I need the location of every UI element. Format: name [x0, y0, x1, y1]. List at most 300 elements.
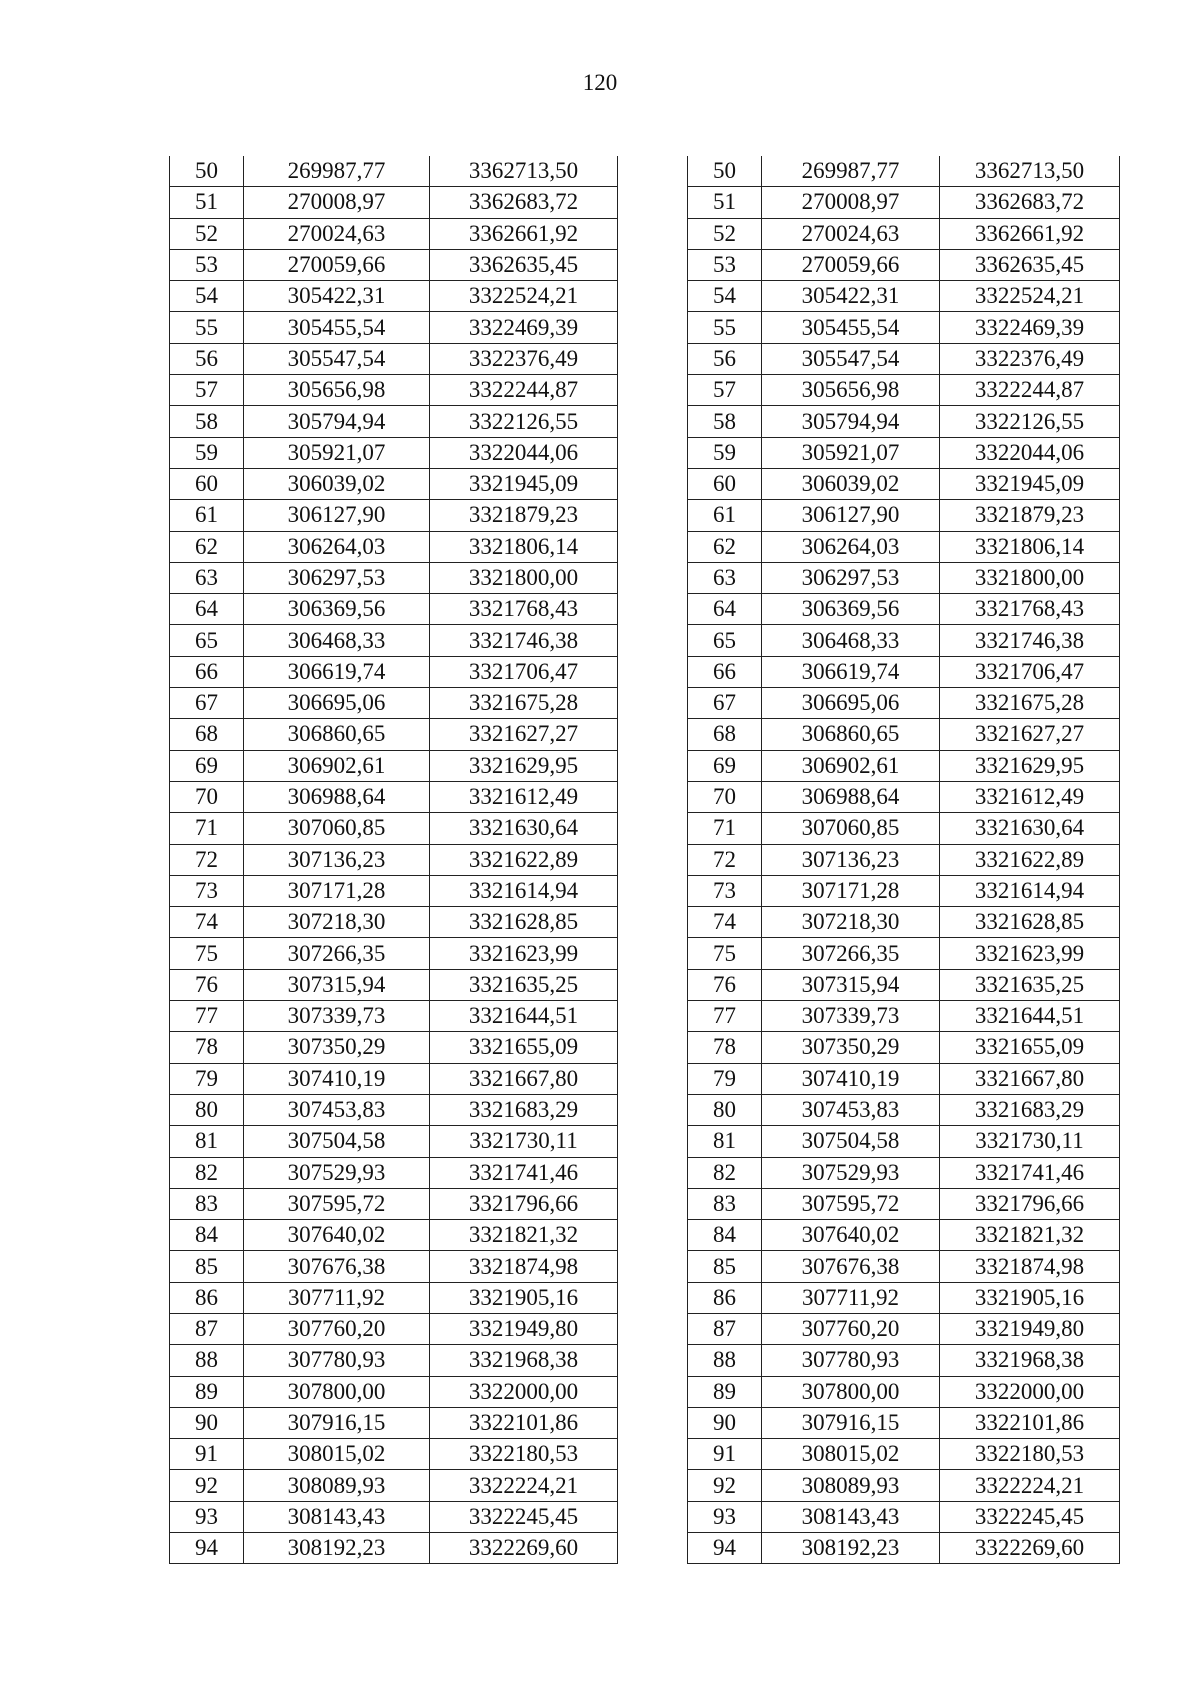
table-row	[170, 218, 618, 249]
x-coordinate-cell: 307060,85	[244, 813, 430, 844]
point-number-cell: 65	[688, 625, 762, 656]
x-coordinate-cell: 306695,06	[762, 688, 940, 719]
y-coordinate-cell: 3321675,28	[940, 688, 1120, 719]
table-row	[688, 218, 1120, 249]
table-row	[688, 249, 1120, 280]
x-coordinate-cell: 307218,30	[762, 907, 940, 938]
table-row	[688, 781, 1120, 812]
point-number-cell: 69	[688, 750, 762, 781]
point-number-cell: 79	[170, 1063, 244, 1094]
point-number-cell: 68	[170, 719, 244, 750]
point-number-cell: 57	[170, 375, 244, 406]
coordinates-table-left	[169, 156, 618, 1564]
point-number-cell: 56	[688, 343, 762, 374]
table-row	[688, 594, 1120, 625]
y-coordinate-cell: 3362661,92	[940, 218, 1120, 249]
point-number-cell: 91	[688, 1439, 762, 1470]
table-row	[688, 938, 1120, 969]
table-row	[170, 1157, 618, 1188]
x-coordinate-cell: 306369,56	[244, 594, 430, 625]
table-row	[170, 1063, 618, 1094]
point-number-cell: 75	[170, 938, 244, 969]
x-coordinate-cell: 307760,20	[762, 1313, 940, 1344]
point-number-cell: 83	[170, 1188, 244, 1219]
point-number-cell: 72	[170, 844, 244, 875]
point-number-cell: 67	[688, 688, 762, 719]
point-number-cell: 85	[688, 1251, 762, 1282]
x-coordinate-cell: 307171,28	[244, 875, 430, 906]
y-coordinate-cell: 3321768,43	[940, 594, 1120, 625]
x-coordinate-cell: 270024,63	[244, 218, 430, 249]
y-coordinate-cell: 3321628,85	[430, 907, 618, 938]
table-row	[688, 719, 1120, 750]
y-coordinate-cell: 3321667,80	[940, 1063, 1120, 1094]
table-row	[170, 688, 618, 719]
x-coordinate-cell: 307339,73	[762, 1001, 940, 1032]
table-row	[688, 562, 1120, 593]
point-number-cell: 85	[170, 1251, 244, 1282]
x-coordinate-cell: 307410,19	[244, 1063, 430, 1094]
y-coordinate-cell: 3321949,80	[940, 1313, 1120, 1344]
y-coordinate-cell: 3321644,51	[430, 1001, 618, 1032]
x-coordinate-cell: 307640,02	[244, 1220, 430, 1251]
point-number-cell: 58	[170, 406, 244, 437]
table-row	[170, 281, 618, 312]
table-row	[170, 1313, 618, 1344]
y-coordinate-cell: 3321741,46	[940, 1157, 1120, 1188]
point-number-cell: 79	[688, 1063, 762, 1094]
y-coordinate-cell: 3321800,00	[940, 562, 1120, 593]
x-coordinate-cell: 269987,77	[244, 156, 430, 187]
table-row	[170, 1376, 618, 1407]
y-coordinate-cell: 3321706,47	[430, 656, 618, 687]
point-number-cell: 63	[688, 562, 762, 593]
y-coordinate-cell: 3321768,43	[430, 594, 618, 625]
x-coordinate-cell: 307800,00	[762, 1376, 940, 1407]
point-number-cell: 55	[688, 312, 762, 343]
table-row	[170, 187, 618, 218]
point-number-cell: 60	[688, 468, 762, 499]
x-coordinate-cell: 307800,00	[244, 1376, 430, 1407]
x-coordinate-cell: 307711,92	[762, 1282, 940, 1313]
point-number-cell: 71	[688, 813, 762, 844]
y-coordinate-cell: 3322269,60	[940, 1533, 1120, 1564]
y-coordinate-cell: 3321730,11	[940, 1126, 1120, 1157]
x-coordinate-cell: 305547,54	[762, 343, 940, 374]
y-coordinate-cell: 3321949,80	[430, 1313, 618, 1344]
x-coordinate-cell: 307529,93	[762, 1157, 940, 1188]
x-coordinate-cell: 305921,07	[762, 437, 940, 468]
y-coordinate-cell: 3322244,87	[940, 375, 1120, 406]
point-number-cell: 60	[170, 468, 244, 499]
table-row	[688, 1032, 1120, 1063]
table-row	[170, 375, 618, 406]
point-number-cell: 67	[170, 688, 244, 719]
x-coordinate-cell: 308192,23	[244, 1533, 430, 1564]
point-number-cell: 54	[688, 281, 762, 312]
coordinates-table-right	[687, 156, 1120, 1564]
x-coordinate-cell: 305422,31	[244, 281, 430, 312]
table-row	[170, 594, 618, 625]
point-number-cell: 69	[170, 750, 244, 781]
point-number-cell: 75	[688, 938, 762, 969]
x-coordinate-cell: 305794,94	[762, 406, 940, 437]
x-coordinate-cell: 307315,94	[244, 969, 430, 1000]
x-coordinate-cell: 307640,02	[762, 1220, 940, 1251]
y-coordinate-cell: 3321635,25	[430, 969, 618, 1000]
point-number-cell: 62	[170, 531, 244, 562]
point-number-cell: 78	[170, 1032, 244, 1063]
y-coordinate-cell: 3322245,45	[940, 1501, 1120, 1532]
y-coordinate-cell: 3321879,23	[940, 500, 1120, 531]
point-number-cell: 82	[688, 1157, 762, 1188]
point-number-cell: 88	[170, 1345, 244, 1376]
y-coordinate-cell: 3321683,29	[430, 1094, 618, 1125]
table-row	[688, 437, 1120, 468]
y-coordinate-cell: 3321630,64	[940, 813, 1120, 844]
y-coordinate-cell: 3321655,09	[430, 1032, 618, 1063]
y-coordinate-cell: 3321968,38	[430, 1345, 618, 1376]
point-number-cell: 90	[688, 1407, 762, 1438]
table-row	[688, 844, 1120, 875]
table-row	[688, 1313, 1120, 1344]
table-row	[170, 156, 618, 187]
table-row	[170, 562, 618, 593]
table-row	[170, 656, 618, 687]
point-number-cell: 74	[170, 907, 244, 938]
y-coordinate-cell: 3321796,66	[430, 1188, 618, 1219]
x-coordinate-cell: 305656,98	[244, 375, 430, 406]
point-number-cell: 76	[688, 969, 762, 1000]
y-coordinate-cell: 3322469,39	[430, 312, 618, 343]
point-number-cell: 56	[170, 343, 244, 374]
y-coordinate-cell: 3321821,32	[940, 1220, 1120, 1251]
table-row	[170, 1501, 618, 1532]
x-coordinate-cell: 307266,35	[762, 938, 940, 969]
x-coordinate-cell: 306297,53	[244, 562, 430, 593]
table-row	[170, 1220, 618, 1251]
x-coordinate-cell: 306695,06	[244, 688, 430, 719]
table-row	[688, 688, 1120, 719]
y-coordinate-cell: 3321746,38	[940, 625, 1120, 656]
table-row	[170, 1126, 618, 1157]
x-coordinate-cell: 305921,07	[244, 437, 430, 468]
x-coordinate-cell: 270008,97	[762, 187, 940, 218]
point-number-cell: 89	[688, 1376, 762, 1407]
y-coordinate-cell: 3321629,95	[940, 750, 1120, 781]
y-coordinate-cell: 3322000,00	[940, 1376, 1120, 1407]
y-coordinate-cell: 3321635,25	[940, 969, 1120, 1000]
x-coordinate-cell: 305794,94	[244, 406, 430, 437]
point-number-cell: 72	[688, 844, 762, 875]
x-coordinate-cell: 305455,54	[762, 312, 940, 343]
point-number-cell: 54	[170, 281, 244, 312]
point-number-cell: 65	[170, 625, 244, 656]
y-coordinate-cell: 3321746,38	[430, 625, 618, 656]
x-coordinate-cell: 307453,83	[244, 1094, 430, 1125]
x-coordinate-cell: 306988,64	[762, 781, 940, 812]
table-row	[688, 969, 1120, 1000]
point-number-cell: 73	[688, 875, 762, 906]
y-coordinate-cell: 3321874,98	[430, 1251, 618, 1282]
table-row	[170, 1282, 618, 1313]
table-row	[170, 1407, 618, 1438]
x-coordinate-cell: 306619,74	[244, 656, 430, 687]
point-number-cell: 66	[688, 656, 762, 687]
table-row	[688, 312, 1120, 343]
table-row	[170, 844, 618, 875]
y-coordinate-cell: 3322524,21	[430, 281, 618, 312]
table-row	[170, 875, 618, 906]
y-coordinate-cell: 3321675,28	[430, 688, 618, 719]
table-row	[688, 750, 1120, 781]
y-coordinate-cell: 3322101,86	[940, 1407, 1120, 1438]
table-row	[170, 1188, 618, 1219]
point-number-cell: 64	[170, 594, 244, 625]
table-row	[170, 1032, 618, 1063]
x-coordinate-cell: 307266,35	[244, 938, 430, 969]
table-row	[688, 1126, 1120, 1157]
point-number-cell: 88	[688, 1345, 762, 1376]
y-coordinate-cell: 3321667,80	[430, 1063, 618, 1094]
table-row	[170, 468, 618, 499]
table-row	[688, 1001, 1120, 1032]
table-row	[688, 406, 1120, 437]
x-coordinate-cell: 308089,93	[762, 1470, 940, 1501]
x-coordinate-cell: 306468,33	[762, 625, 940, 656]
table-row	[688, 1063, 1120, 1094]
y-coordinate-cell: 3362683,72	[940, 187, 1120, 218]
table-row	[688, 1094, 1120, 1125]
table-row	[170, 1470, 618, 1501]
point-number-cell: 94	[688, 1533, 762, 1564]
x-coordinate-cell: 308015,02	[762, 1439, 940, 1470]
table-row	[688, 531, 1120, 562]
point-number-cell: 61	[688, 500, 762, 531]
point-number-cell: 53	[170, 249, 244, 280]
y-coordinate-cell: 3321644,51	[940, 1001, 1120, 1032]
table-row	[688, 907, 1120, 938]
y-coordinate-cell: 3321623,99	[940, 938, 1120, 969]
y-coordinate-cell: 3322524,21	[940, 281, 1120, 312]
y-coordinate-cell: 3322126,55	[940, 406, 1120, 437]
y-coordinate-cell: 3321806,14	[940, 531, 1120, 562]
x-coordinate-cell: 306988,64	[244, 781, 430, 812]
x-coordinate-cell: 307676,38	[762, 1251, 940, 1282]
x-coordinate-cell: 307711,92	[244, 1282, 430, 1313]
point-number-cell: 81	[170, 1126, 244, 1157]
y-coordinate-cell: 3321655,09	[940, 1032, 1120, 1063]
point-number-cell: 89	[170, 1376, 244, 1407]
point-number-cell: 53	[688, 249, 762, 280]
point-number-cell: 91	[170, 1439, 244, 1470]
point-number-cell: 84	[170, 1220, 244, 1251]
table-row	[170, 907, 618, 938]
point-number-cell: 74	[688, 907, 762, 938]
table-row	[688, 187, 1120, 218]
x-coordinate-cell: 307760,20	[244, 1313, 430, 1344]
y-coordinate-cell: 3321968,38	[940, 1345, 1120, 1376]
point-number-cell: 52	[688, 218, 762, 249]
point-number-cell: 77	[688, 1001, 762, 1032]
x-coordinate-cell: 307350,29	[244, 1032, 430, 1063]
point-number-cell: 61	[170, 500, 244, 531]
x-coordinate-cell: 307136,23	[244, 844, 430, 875]
table-row	[170, 249, 618, 280]
table-row	[170, 500, 618, 531]
point-number-cell: 80	[688, 1094, 762, 1125]
table-row	[688, 343, 1120, 374]
point-number-cell: 64	[688, 594, 762, 625]
table-row	[170, 750, 618, 781]
y-coordinate-cell: 3321683,29	[940, 1094, 1120, 1125]
point-number-cell: 70	[688, 781, 762, 812]
point-number-cell: 90	[170, 1407, 244, 1438]
y-coordinate-cell: 3322269,60	[430, 1533, 618, 1564]
y-coordinate-cell: 3362713,50	[430, 156, 618, 187]
x-coordinate-cell: 306369,56	[762, 594, 940, 625]
x-coordinate-cell: 305547,54	[244, 343, 430, 374]
table-row	[170, 437, 618, 468]
y-coordinate-cell: 3321879,23	[430, 500, 618, 531]
point-number-cell: 92	[170, 1470, 244, 1501]
x-coordinate-cell: 270059,66	[762, 249, 940, 280]
x-coordinate-cell: 270059,66	[244, 249, 430, 280]
table-row	[688, 1470, 1120, 1501]
table-row	[170, 969, 618, 1000]
point-number-cell: 62	[688, 531, 762, 562]
x-coordinate-cell: 306039,02	[762, 468, 940, 499]
y-coordinate-cell: 3321905,16	[430, 1282, 618, 1313]
point-number-cell: 87	[688, 1313, 762, 1344]
y-coordinate-cell: 3321614,94	[940, 875, 1120, 906]
y-coordinate-cell: 3321627,27	[430, 719, 618, 750]
x-coordinate-cell: 270008,97	[244, 187, 430, 218]
x-coordinate-cell: 307916,15	[762, 1407, 940, 1438]
point-number-cell: 51	[688, 187, 762, 218]
x-coordinate-cell: 307339,73	[244, 1001, 430, 1032]
y-coordinate-cell: 3362635,45	[940, 249, 1120, 280]
table-row	[688, 656, 1120, 687]
x-coordinate-cell: 307350,29	[762, 1032, 940, 1063]
y-coordinate-cell: 3322180,53	[430, 1439, 618, 1470]
table-row	[688, 156, 1120, 187]
y-coordinate-cell: 3322044,06	[430, 437, 618, 468]
x-coordinate-cell: 306264,03	[244, 531, 430, 562]
table-row	[688, 500, 1120, 531]
table-row	[688, 625, 1120, 656]
table-row	[170, 719, 618, 750]
point-number-cell: 87	[170, 1313, 244, 1344]
y-coordinate-cell: 3321612,49	[940, 781, 1120, 812]
x-coordinate-cell: 307171,28	[762, 875, 940, 906]
table-row	[688, 468, 1120, 499]
table-row	[688, 281, 1120, 312]
x-coordinate-cell: 306902,61	[244, 750, 430, 781]
table-row	[688, 1282, 1120, 1313]
point-number-cell: 76	[170, 969, 244, 1000]
y-coordinate-cell: 3321730,11	[430, 1126, 618, 1157]
x-coordinate-cell: 307595,72	[244, 1188, 430, 1219]
table-row	[170, 625, 618, 656]
y-coordinate-cell: 3321741,46	[430, 1157, 618, 1188]
page-number: 120	[582, 70, 618, 95]
y-coordinate-cell: 3321614,94	[430, 875, 618, 906]
y-coordinate-cell: 3322376,49	[430, 343, 618, 374]
point-number-cell: 50	[170, 156, 244, 187]
point-number-cell: 84	[688, 1220, 762, 1251]
table-row	[688, 875, 1120, 906]
point-number-cell: 66	[170, 656, 244, 687]
point-number-cell: 70	[170, 781, 244, 812]
x-coordinate-cell: 306264,03	[762, 531, 940, 562]
point-number-cell: 63	[170, 562, 244, 593]
y-coordinate-cell: 3322224,21	[430, 1470, 618, 1501]
y-coordinate-cell: 3321945,09	[940, 468, 1120, 499]
table-row	[170, 781, 618, 812]
x-coordinate-cell: 306297,53	[762, 562, 940, 593]
y-coordinate-cell: 3322469,39	[940, 312, 1120, 343]
y-coordinate-cell: 3321622,89	[940, 844, 1120, 875]
table-row	[170, 312, 618, 343]
y-coordinate-cell: 3321905,16	[940, 1282, 1120, 1313]
x-coordinate-cell: 308143,43	[762, 1501, 940, 1532]
point-number-cell: 59	[170, 437, 244, 468]
x-coordinate-cell: 306619,74	[762, 656, 940, 687]
table-row	[170, 1001, 618, 1032]
x-coordinate-cell: 307136,23	[762, 844, 940, 875]
x-coordinate-cell: 307060,85	[762, 813, 940, 844]
table-row	[688, 1533, 1120, 1564]
y-coordinate-cell: 3321628,85	[940, 907, 1120, 938]
y-coordinate-cell: 3321623,99	[430, 938, 618, 969]
y-coordinate-cell: 3321629,95	[430, 750, 618, 781]
point-number-cell: 92	[688, 1470, 762, 1501]
y-coordinate-cell: 3321622,89	[430, 844, 618, 875]
x-coordinate-cell: 307676,38	[244, 1251, 430, 1282]
point-number-cell: 58	[688, 406, 762, 437]
point-number-cell: 52	[170, 218, 244, 249]
y-coordinate-cell: 3322244,87	[430, 375, 618, 406]
x-coordinate-cell: 307595,72	[762, 1188, 940, 1219]
x-coordinate-cell: 307780,93	[762, 1345, 940, 1376]
point-number-cell: 57	[688, 375, 762, 406]
x-coordinate-cell: 306127,90	[762, 500, 940, 531]
x-coordinate-cell: 305422,31	[762, 281, 940, 312]
y-coordinate-cell: 3321800,00	[430, 562, 618, 593]
table-row	[688, 1439, 1120, 1470]
table-row	[688, 1220, 1120, 1251]
x-coordinate-cell: 308143,43	[244, 1501, 430, 1532]
y-coordinate-cell: 3322245,45	[430, 1501, 618, 1532]
y-coordinate-cell: 3321821,32	[430, 1220, 618, 1251]
y-coordinate-cell: 3321796,66	[940, 1188, 1120, 1219]
table-row	[688, 1407, 1120, 1438]
y-coordinate-cell: 3321627,27	[940, 719, 1120, 750]
x-coordinate-cell: 307504,58	[762, 1126, 940, 1157]
point-number-cell: 77	[170, 1001, 244, 1032]
table-row	[688, 813, 1120, 844]
y-coordinate-cell: 3321945,09	[430, 468, 618, 499]
point-number-cell: 86	[688, 1282, 762, 1313]
y-coordinate-cell: 3322376,49	[940, 343, 1120, 374]
x-coordinate-cell: 307410,19	[762, 1063, 940, 1094]
x-coordinate-cell: 308015,02	[244, 1439, 430, 1470]
table-row	[688, 1501, 1120, 1532]
x-coordinate-cell: 306860,65	[762, 719, 940, 750]
y-coordinate-cell: 3362635,45	[430, 249, 618, 280]
table-row	[170, 1251, 618, 1282]
